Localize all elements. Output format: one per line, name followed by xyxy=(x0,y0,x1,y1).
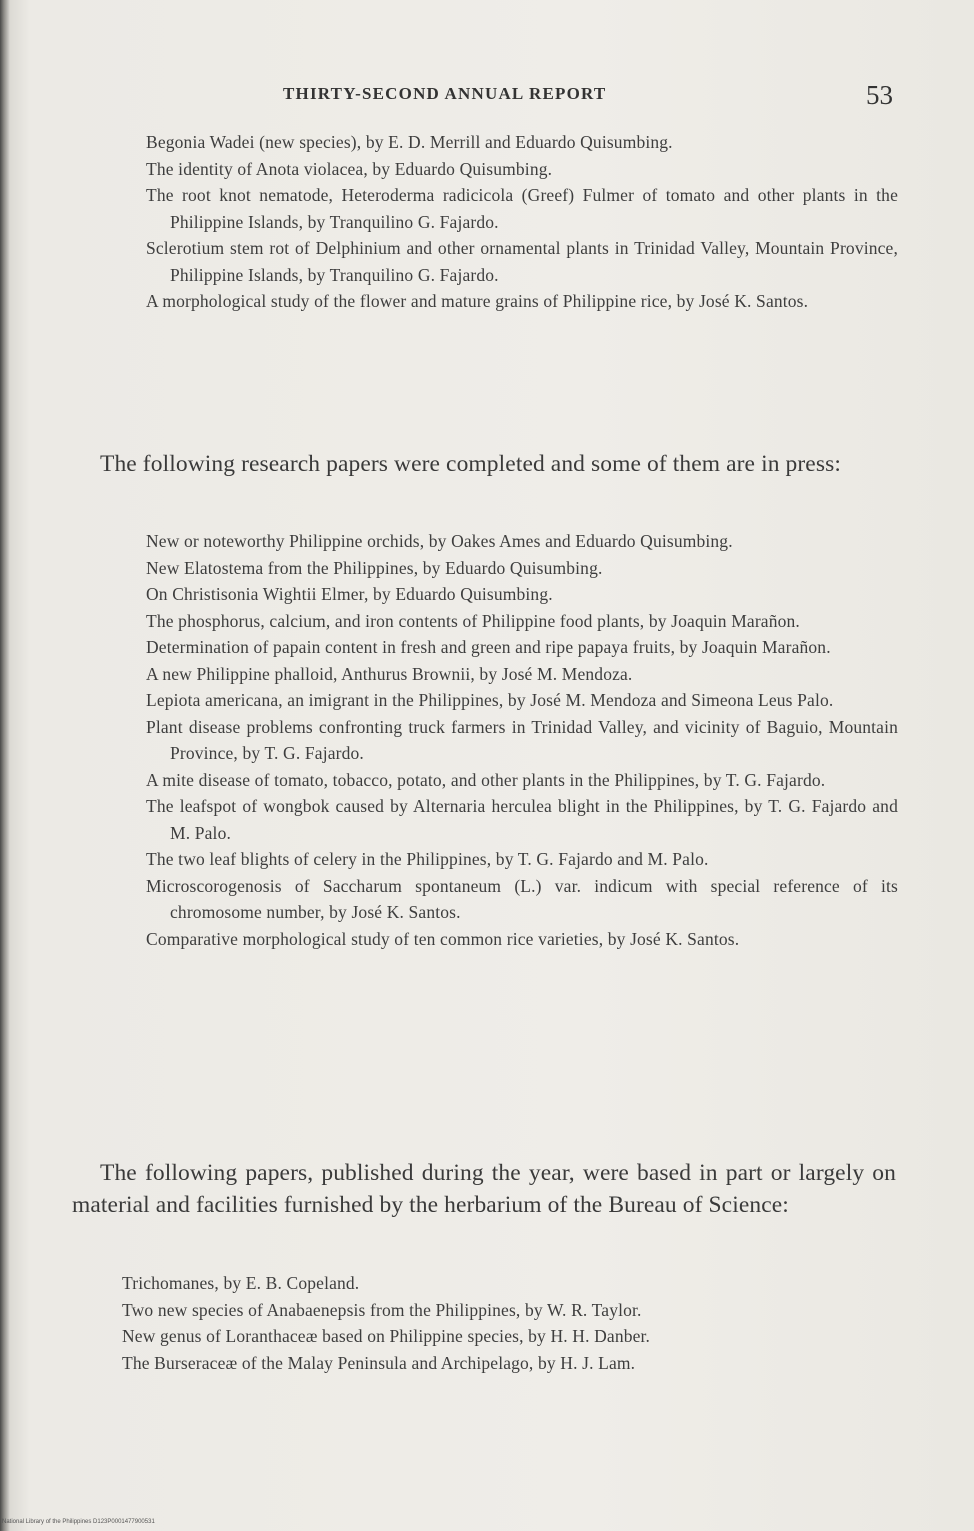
list-item: Begonia Wadei (new species), by E. D. Merrill and Eduardo Quisumbing. xyxy=(146,132,673,152)
page-header xyxy=(0,80,974,116)
completed-papers-list xyxy=(146,528,898,952)
running-head: THIRTY-SECOND ANNUAL REPORT xyxy=(283,84,607,103)
list-item: The identity of Anota violacea, by Eduardo Quisumbing. xyxy=(146,158,553,179)
list-item: Determination of papain content in fresh and green and ripe papaya fruits, by Joaquin Marañon. xyxy=(146,637,831,657)
list-item: New genus of Loranthaceæ based on Philippine species, by H. H. Danber. xyxy=(122,1326,651,1346)
published-papers-list xyxy=(146,129,898,315)
list-item: On Christisonia Wightii Elmer, by Eduardo Quisumbing. xyxy=(146,584,553,604)
list-item: The two leaf blights of celery in the Philippines, by T. G. Fajardo and M. Palo. xyxy=(146,849,709,869)
page-number: 53 xyxy=(866,80,893,110)
list-item: The root knot nematode, Heteroderma radicicola (Greef) Fulmer of tomato and other plants in the Philippine Islands, by Tranquilino G. Fajardo. xyxy=(146,185,898,232)
list-item: Trichomanes, by E. B. Copeland. xyxy=(122,1273,360,1293)
list-item: The Burseraceæ of the Malay Peninsula and Archipelago, by H. J. Lam. xyxy=(122,1352,636,1373)
list-item: Plant disease problems confronting truck farmers in Trinidad Valley, and vicinity of Baguio, Mountain Province, by T. G. Fajardo. xyxy=(146,716,898,763)
list-item: New or noteworthy Philippine orchids, by Oakes Ames and Eduardo Quisumbing. xyxy=(146,531,733,551)
list-item: New Elatostema from the Philippines, by Eduardo Quisumbing. xyxy=(146,557,603,578)
list-item: Microscorogenosis of Saccharum spontaneum (L.) var. indicum with special reference of its chromosome number, by José K. Santos. xyxy=(146,875,898,922)
list-item: A new Philippine phalloid, Anthurus Brownii, by José M. Mendoza. xyxy=(146,663,633,684)
herbarium-papers-list xyxy=(122,1270,898,1376)
list-item: Lepiota americana, an imigrant in the Philippines, by José M. Mendoza and Simeona Leus Palo. xyxy=(146,690,834,710)
list-item: Comparative morphological study of ten common rice varieties, by José K. Santos. xyxy=(146,928,740,949)
list-item: Sclerotium stem rot of Delphinium and other ornamental plants in Trinidad Valley, Mountain Province, Philippine Islands, by Tranquilino G. Fajardo. xyxy=(146,238,898,285)
list-item: The phosphorus, calcium, and iron contents of Philippine food plants, by Joaquin Marañon. xyxy=(146,610,800,631)
list-item: A mite disease of tomato, tobacco, potato, and other plants in the Philippines, by T. G. Fajardo. xyxy=(146,769,826,790)
list-item: The leafspot of wongbok caused by Alternaria herculea blight in the Philippines, by T. G. Fajardo and M. Palo. xyxy=(146,796,898,843)
research-papers-intro: The following research papers were completed and some of them are in press: xyxy=(100,451,841,477)
list-item: A morphological study of the flower and mature grains of Philippine rice, by José K. Santos. xyxy=(146,291,809,311)
herbarium-papers-intro: The following papers, published during the year, were based in part or largely on material and facilities furnished by the herbarium of the Bureau of Science: xyxy=(72,1160,896,1218)
list-item: Two new species of Anabaenepsis from the Philippines, by W. R. Taylor. xyxy=(122,1299,642,1320)
scan-footer: National Library of the Philippines D123P0001477900531 xyxy=(2,1519,155,1525)
